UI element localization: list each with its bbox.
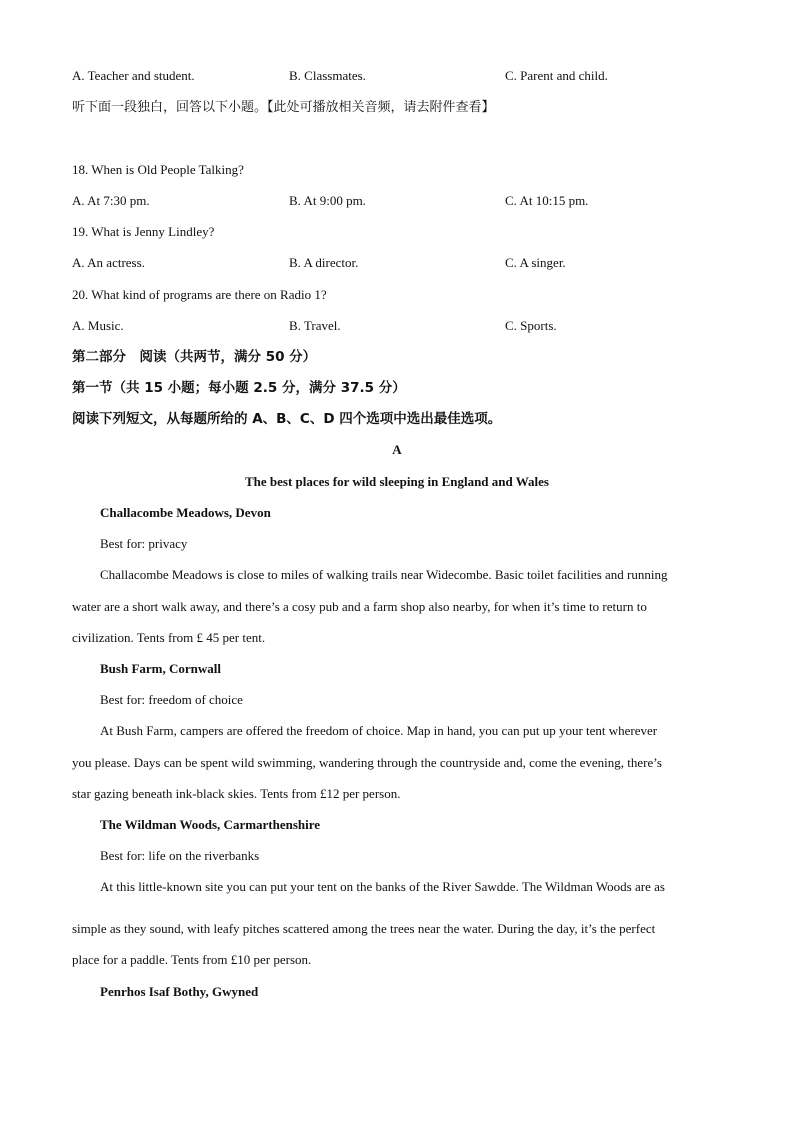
- place-2-name: Bush Farm, Cornwall: [100, 661, 221, 676]
- place-3-line-1: At this little-known site you can put your tent on the banks of the River Sawdde. The Wildman Woods are as: [100, 879, 665, 894]
- q17-option-a: A. Teacher and student.: [72, 68, 195, 83]
- q19-option-b: B. A director.: [289, 255, 359, 270]
- q19-option-a: A. An actress.: [72, 255, 145, 270]
- place-1-line-2: water are a short walk away, and there’s a cosy pub and a farm shop also nearby, for when it’s time to return to: [72, 599, 647, 614]
- place-1-line-3: civilization. Tents from £ 45 per tent.: [72, 630, 266, 645]
- q17-option-b: B. Classmates.: [289, 68, 366, 83]
- question-20-stem: 20. What kind of programs are there on Radio 1?: [72, 287, 327, 302]
- q20-option-c: C. Sports.: [505, 318, 557, 333]
- place-2-line-2: you please. Days can be spent wild swimming, wandering through the countryside and, come the evening, there’s: [72, 755, 662, 770]
- question-19-stem: 19. What is Jenny Lindley?: [72, 224, 215, 239]
- place-2-line-3: star gazing beneath ink-black skies. Tents from £12 per person.: [72, 786, 401, 801]
- place-3-line-3: place for a paddle. Tents from £10 per person.: [72, 952, 312, 967]
- q17-option-c: C. Parent and child.: [505, 68, 608, 83]
- place-1-name: Challacombe Meadows, Devon: [100, 505, 271, 520]
- part2-heading: 第二部分 阅读（共两节，满分 50 分）: [72, 349, 317, 365]
- place-3-best-for: Best for: life on the riverbanks: [100, 848, 260, 863]
- place-3-line-2: simple as they sound, with leafy pitches scattered among the trees near the water. During the day, it’s the perfect: [72, 921, 656, 936]
- place-2-line-1: At Bush Farm, campers are offered the freedom of choice. Map in hand, you can put up your tent wherever: [100, 723, 658, 738]
- place-1-best-for: Best for: privacy: [100, 536, 188, 551]
- section1-heading: 第一节（共 15 小题；每小题 2.5 分，满分 37.5 分）: [72, 380, 406, 396]
- q20-option-b: B. Travel.: [289, 318, 341, 333]
- question-18-stem: 18. When is Old People Talking?: [72, 162, 244, 177]
- place-1-line-1: Challacombe Meadows is close to miles of walking trails near Widecombe. Basic toilet facilities and running: [100, 567, 668, 582]
- passage-title: The best places for wild sleeping in England and Wales: [244, 474, 549, 489]
- q18-option-b: B. At 9:00 pm.: [289, 193, 366, 208]
- reading-instruction: 阅读下列短文，从每题所给的 A、B、C、D 四个选项中选出最佳选项。: [72, 411, 502, 427]
- q20-option-a: A. Music.: [72, 318, 124, 333]
- q19-option-c: C. A singer.: [505, 255, 566, 270]
- place-3-name: The Wildman Woods, Carmarthenshire: [100, 817, 321, 832]
- q18-option-a: A. At 7:30 pm.: [72, 193, 150, 208]
- monologue-instruction: 听下面一段独白，回答以下小题。【此处可播放相关音频，请去附件查看】: [72, 100, 495, 115]
- passage-letter: A: [392, 442, 402, 457]
- place-2-best-for: Best for: freedom of choice: [100, 692, 243, 707]
- q18-option-c: C. At 10:15 pm.: [505, 193, 589, 208]
- place-4-name: Penrhos Isaf Bothy, Gwyned: [100, 984, 259, 999]
